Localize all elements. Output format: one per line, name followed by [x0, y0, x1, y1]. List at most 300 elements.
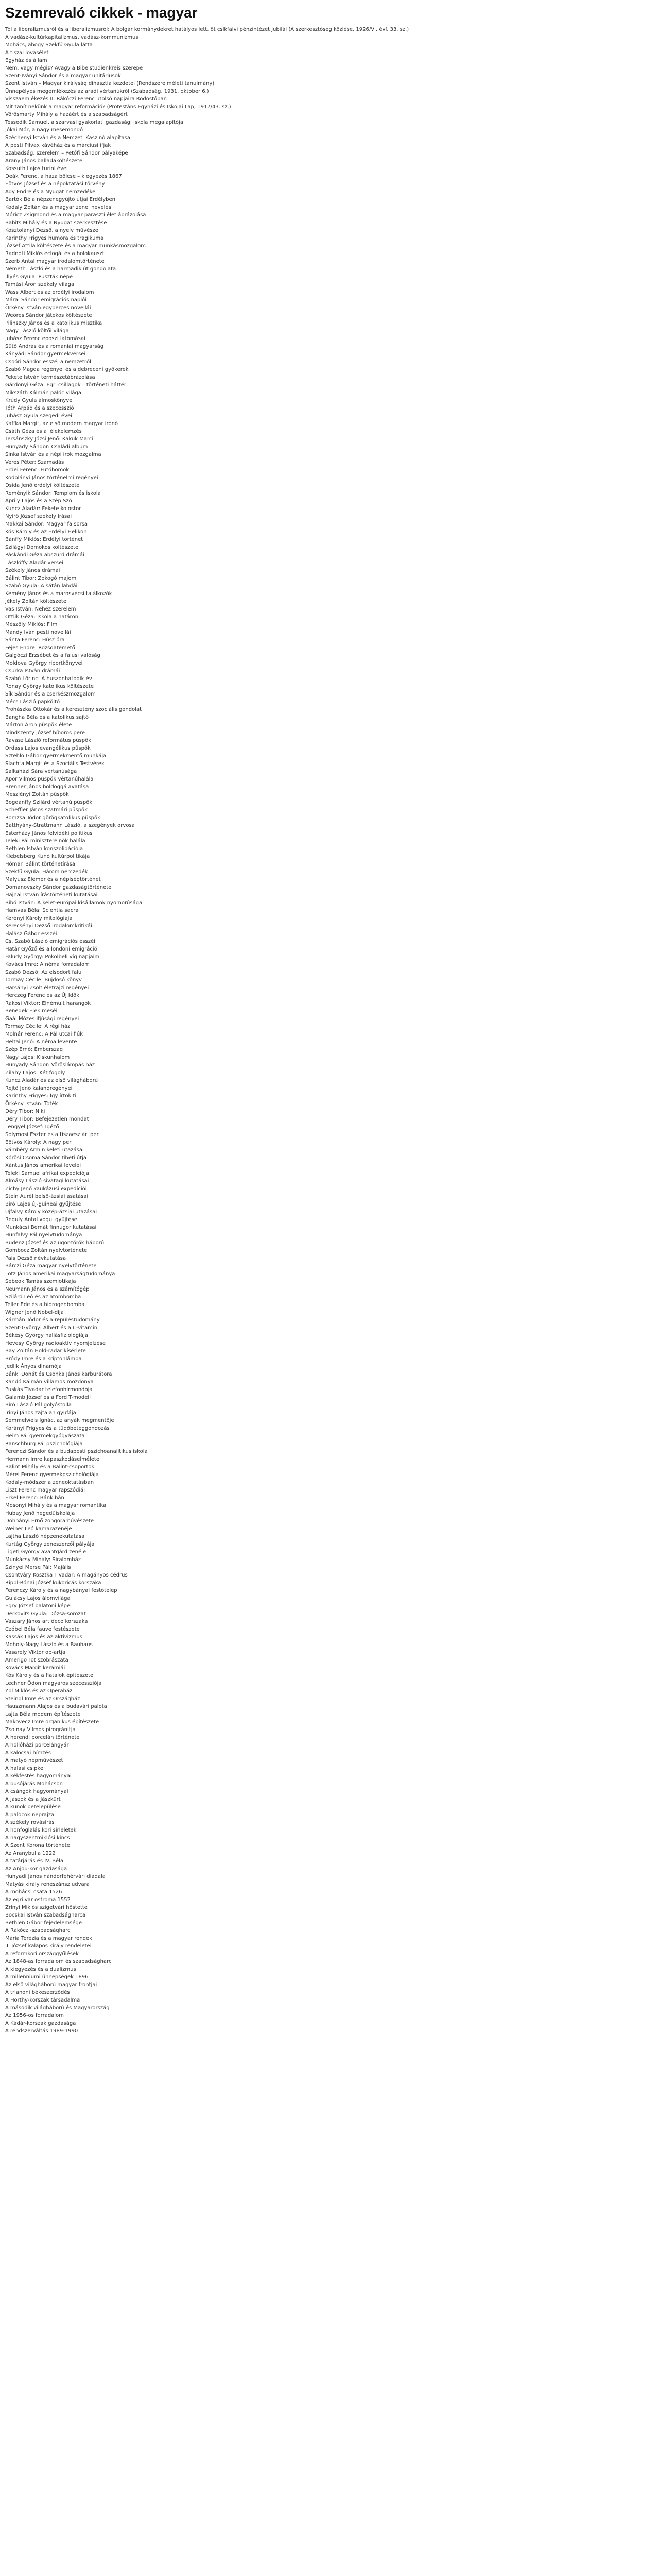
article-link[interactable]: Kovács Imre: A néma forradalom	[5, 962, 90, 968]
article-link[interactable]: Teller Ede és a hidrogénbomba	[5, 1302, 85, 1308]
article-link[interactable]: Szabó Magda regényei és a debreceni gyökerek	[5, 367, 129, 372]
article-link[interactable]: Veres Péter: Számadás	[5, 460, 64, 465]
article-link[interactable]: Kandó Kálmán villamos mozdonya	[5, 1379, 94, 1385]
article-link[interactable]: A hollóházi porcelángyár	[5, 1742, 69, 1748]
article-link[interactable]: Ottlik Géza: Iskola a határon	[5, 614, 79, 620]
article-link[interactable]: Galamb József és a Ford T-modell	[5, 1395, 91, 1400]
article-link[interactable]: Reguly Antal vogul gyűjtése	[5, 1217, 77, 1223]
article-link[interactable]: Vasarely Viktor op-artja	[5, 1650, 66, 1655]
article-link[interactable]: A palócok néprajza	[5, 1812, 55, 1818]
article-link[interactable]: Kerecsényi Dezső irodalomkritikái	[5, 923, 92, 929]
article-link[interactable]: Pilinszky János és a katolikus misztika	[5, 320, 102, 326]
article-link[interactable]: Vas István: Nehéz szerelem	[5, 606, 76, 612]
article-link[interactable]: Székely János drámái	[5, 568, 60, 573]
article-link[interactable]: Prohászka Ottokár és a keresztény szociális gondolat	[5, 707, 142, 713]
article-link[interactable]: A matyó népművészet	[5, 1758, 63, 1764]
article-link[interactable]: József Attila költészete és a magyar munkásmozgalom	[5, 243, 146, 249]
article-link[interactable]: Benedek Elek meséi	[5, 1008, 58, 1014]
article-link[interactable]: A halasi csipke	[5, 1766, 43, 1771]
article-link[interactable]: Ordass Lajos evangélikus püspök	[5, 745, 91, 751]
list-item	[5, 590, 654, 598]
article-link[interactable]: Weöres Sándor játékos költészete	[5, 313, 92, 318]
article-link[interactable]: A tatárjárás és IV. Béla	[5, 1858, 64, 1864]
article-link[interactable]: Deák Ferenc, a haza bölcse – kiegyezés 1867	[5, 174, 122, 179]
article-link[interactable]: Mészöly Miklós: Film	[5, 622, 58, 628]
article-link[interactable]: Tóth Árpád és a szecesszió	[5, 405, 74, 411]
article-link[interactable]: Egry József balatoni képei	[5, 1603, 72, 1609]
list-item	[5, 1108, 654, 1115]
article-link[interactable]: Bay Zoltán Hold-radar kísérlete	[5, 1348, 86, 1354]
article-link[interactable]: A csángók hagyományai	[5, 1789, 68, 1794]
article-link[interactable]: Márai Sándor emigrációs naplói	[5, 297, 87, 303]
article-link[interactable]: Páskándi Géza abszurd drámái	[5, 552, 84, 558]
article-link[interactable]: Moholy-Nagy László és a Bauhaus	[5, 1642, 93, 1648]
article-link[interactable]: Lászlóffy Aladár versei	[5, 560, 63, 566]
article-link[interactable]: II. József kalapos király rendeletei	[5, 1943, 92, 1949]
article-link[interactable]: Ünnepélyes megemlékezés az aradi vértanúkról (Szabadság, 1931. október 6.)	[5, 89, 209, 94]
article-link[interactable]: Zichy Jenő kaukázusi expedíciói	[5, 1186, 87, 1192]
article-link[interactable]: Zrínyi Miklós szigetvári hőstette	[5, 1905, 88, 1910]
article-link[interactable]: Csáth Géza és a lélekelemzés	[5, 429, 82, 434]
article-link[interactable]: Galgóczi Erzsébet és a falusi valóság	[5, 653, 100, 658]
article-link[interactable]: Stein Aurél belső-ázsiai ásatásai	[5, 1194, 89, 1199]
article-link[interactable]: Szent István – Magyar királyság dinasztia kezdetei (Rendszerelméleti tanulmány)	[5, 81, 215, 87]
article-link[interactable]: Ravasz László református püspök	[5, 738, 92, 743]
article-link[interactable]: Wigner Jenő Nobel-díja	[5, 1310, 64, 1315]
list-item	[5, 265, 654, 273]
article-link[interactable]: Az Aranybulla 1222	[5, 1851, 56, 1856]
article-link[interactable]: Sztehlo Gábor gyermekmentő munkája	[5, 753, 107, 759]
article-link[interactable]: Jókai Mór, a nagy mesemondó	[5, 127, 83, 133]
article-link[interactable]: Csontváry Kosztka Tivadar: A magányos cédrus	[5, 1572, 128, 1578]
article-link[interactable]: Salkaházi Sára vértanúsága	[5, 769, 77, 774]
article-link[interactable]: Mosonyi Mihály és a magyar romantika	[5, 1503, 107, 1509]
article-link[interactable]: Kodály Zoltán és a magyar zenei nevelés	[5, 205, 111, 210]
article-link[interactable]: Steindl Imre és az Országház	[5, 1696, 80, 1702]
article-link[interactable]: Bogdánffy Szilárd vértanú püspök	[5, 800, 93, 805]
article-link[interactable]: Kassák Lajos és az aktivizmus	[5, 1634, 82, 1640]
article-link[interactable]: Makkai Sándor: Magyar fa sorsa	[5, 521, 88, 527]
article-link[interactable]: A Szent Korona története	[5, 1843, 70, 1849]
article-link[interactable]: Domanovszky Sándor gazdaságtörténete	[5, 885, 112, 890]
article-link[interactable]: Hamvas Béla: Scientia sacra	[5, 908, 79, 913]
article-link[interactable]: Az 1848-as forradalom és szabadságharc	[5, 1959, 112, 1964]
article-link[interactable]: Mit tanít nekünk a magyar reformáció? (Protestáns Egyházi és Iskolai Lap, 1917/43. sz.)	[5, 104, 231, 110]
article-link[interactable]: Mikszáth Kálmán palóc világa	[5, 390, 82, 396]
article-link[interactable]: Mándy Iván pesti novellái	[5, 630, 71, 635]
article-link[interactable]: Ferenczy Károly és a nagybányai festőtelep	[5, 1588, 117, 1594]
article-link[interactable]: Tormay Cécile: A régi ház	[5, 1024, 71, 1029]
article-link[interactable]: Kodály-módszer a zeneoktatásban	[5, 1480, 94, 1485]
article-link[interactable]: Romzsa Tódor görögkatolikus püspök	[5, 815, 100, 821]
article-link[interactable]: Puskás Tivadar telefonhírmondója	[5, 1387, 93, 1393]
article-link[interactable]: Ligeti György avantgárd zenéje	[5, 1549, 86, 1555]
article-link[interactable]: Szerb Antal magyar irodalomtörténete	[5, 259, 105, 264]
article-link[interactable]: Gombocz Zoltán nyelvtörténete	[5, 1248, 88, 1253]
article-link[interactable]: Áprily Lajos és a Szép Szó	[5, 498, 72, 504]
article-link[interactable]: A Horthy-korszak társadalma	[5, 1997, 80, 2003]
article-link[interactable]: Móricz Zsigmond és a magyar paraszti élet ábrázolása	[5, 212, 146, 218]
article-link[interactable]: Szent-Györgyi Albert és a C-vitamin	[5, 1325, 98, 1331]
article-link[interactable]: Apor Vilmos püspök vértanúhalála	[5, 776, 94, 782]
article-link[interactable]: Az első világháború magyar frontjai	[5, 1982, 97, 1988]
list-item	[5, 1788, 654, 1795]
article-link[interactable]: Weiner Leó kamarazenéje	[5, 1526, 72, 1532]
article-link[interactable]: Liszt Ferenc magyar rapszódiái	[5, 1487, 85, 1493]
article-link[interactable]: Lotz János amerikai magyarságtudománya	[5, 1271, 115, 1277]
article-link[interactable]: Kármán Tódor és a repüléstudomány	[5, 1317, 100, 1323]
article-link[interactable]: Pais Dezső névkutatása	[5, 1256, 66, 1261]
article-link[interactable]: Bródy Imre és a kriptonlámpa	[5, 1356, 82, 1362]
article-link[interactable]: A pesti Pilvax kávéház és a márciusi ifjak	[5, 143, 111, 148]
article-link[interactable]: Bálint Tibor: Zokogó majom	[5, 575, 77, 581]
article-link[interactable]: Esterházy János felvidéki politikus	[5, 831, 93, 836]
list-item	[5, 1741, 654, 1749]
article-link[interactable]: Déry Tibor: Niki	[5, 1109, 45, 1114]
article-link[interactable]: Mindszenty József bíboros pere	[5, 730, 85, 736]
article-link[interactable]: Kemény János és a marosvécsi találkozók	[5, 591, 112, 597]
article-link[interactable]: Zilahy Lajos: Két fogoly	[5, 1070, 65, 1076]
article-link[interactable]: Gaál Mózes ifjúsági regényei	[5, 1016, 79, 1022]
article-link[interactable]: Kuncz Aladár és az első világháború	[5, 1078, 98, 1083]
list-item	[5, 1734, 654, 1741]
article-link[interactable]: Halász Gábor esszéi	[5, 931, 57, 937]
article-link[interactable]: A Kádár-korszak gazdasága	[5, 2021, 76, 2026]
article-link[interactable]: Vaszary János art deco korszaka	[5, 1619, 88, 1624]
article-link[interactable]: A vadász-kultúrkapitalizmus, vadász-kommunizmus	[5, 35, 138, 40]
article-link[interactable]: Almásy László sivatagi kutatásai	[5, 1178, 89, 1184]
article-link[interactable]: Hermann Imre kapaszkodáselmélete	[5, 1456, 99, 1462]
list-item	[5, 1548, 654, 1556]
article-link[interactable]: Bíró László Pál golyóstolla	[5, 1402, 72, 1408]
article-link[interactable]: Eötvös Károly: A nagy per	[5, 1140, 72, 1145]
article-link[interactable]: Vámbéry Ármin keleti utazásai	[5, 1147, 84, 1153]
list-item	[5, 1038, 654, 1046]
article-link[interactable]: Klebelsberg Kunó kultúrpolitikája	[5, 854, 90, 859]
list-item	[5, 1579, 654, 1587]
article-link[interactable]: Hauszmann Alajos és a budavári palota	[5, 1704, 107, 1709]
list-item	[5, 791, 654, 799]
article-link[interactable]: Amerigo Tot szobrászata	[5, 1657, 68, 1663]
article-link[interactable]: Vörösmarty Mihály a hazáért és a szabadságért	[5, 112, 128, 117]
article-link[interactable]: Szabó Dezső: Az elsodort falu	[5, 970, 82, 975]
list-item	[5, 1370, 654, 1378]
list-item	[5, 451, 654, 459]
article-link[interactable]: Márton Áron püspök élete	[5, 722, 72, 728]
article-link[interactable]: Bethlen Gábor fejedelemsége	[5, 1920, 82, 1926]
article-link[interactable]: Gulácsy Lajos álomvilága	[5, 1596, 71, 1601]
article-link[interactable]: Heltai Jenő: A néma levente	[5, 1039, 77, 1045]
article-link[interactable]: Bartók Béla népzenegyűjtő útjai Erdélyben	[5, 197, 115, 202]
article-link[interactable]: A rendszerváltás 1989-1990	[5, 2028, 78, 2034]
article-link[interactable]: Sütő András és a romániai magyarság	[5, 344, 104, 349]
article-link[interactable]: Kós Károly és az Erdélyi Helikon	[5, 529, 87, 535]
article-link[interactable]: Hunyadi János nándorfehérvári diadala	[5, 1874, 106, 1879]
article-link[interactable]: Szent-Iványi Sándor és a magyar unitáriusok	[5, 73, 121, 79]
article-link[interactable]: Fejes Endre: Rozsdatemető	[5, 645, 75, 651]
article-link[interactable]: Tamási Áron székely világa	[5, 282, 75, 287]
article-link[interactable]: Ferenczi Sándor és a budapesti pszichoanalitikus iskola	[5, 1449, 148, 1454]
article-link[interactable]: Az Anjou-kor gazdasága	[5, 1866, 67, 1872]
article-link[interactable]: Szép Ernő: Emberszag	[5, 1047, 63, 1053]
article-link[interactable]: Az egri vár ostroma 1552	[5, 1897, 71, 1903]
article-link[interactable]: Nagy László költői világa	[5, 328, 69, 334]
article-link[interactable]: Hunfalvy Pál nyelvtudománya	[5, 1232, 82, 1238]
article-link[interactable]: Mária Terézia és a magyar rendek	[5, 1936, 92, 1941]
article-link[interactable]: Szilárd Leó és az atombomba	[5, 1294, 81, 1300]
article-link[interactable]: Örkény István: Tóték	[5, 1101, 58, 1107]
article-link[interactable]: Molnár Ferenc: A Pál utcai fiúk	[5, 1031, 83, 1037]
article-link[interactable]: Rejtő Jenő kalandregényei	[5, 1086, 73, 1091]
article-link[interactable]: Meszlényi Zoltán püspök	[5, 792, 69, 798]
article-link[interactable]: Mécs László papköltő	[5, 699, 60, 705]
article-link[interactable]: Szabadság, szerelem – Petőfi Sándor pályaképe	[5, 150, 128, 156]
article-link[interactable]: Határ Győző és a londoni emigráció	[5, 946, 97, 952]
article-link[interactable]: Zsolnay Vilmos pirogránitja	[5, 1727, 76, 1733]
article-link[interactable]: Ady Endre és a Nyugat nemzedéke	[5, 189, 96, 195]
article-link[interactable]: Gárdonyi Géza: Egri csillagok – történeti háttér	[5, 382, 126, 388]
list-item	[5, 1973, 654, 1981]
article-link[interactable]: Rippl-Rónai József kukoricás korszaka	[5, 1580, 101, 1586]
article-link[interactable]: Bangha Béla és a katolikus sajtó	[5, 715, 89, 720]
article-link[interactable]: Cs. Szabó László emigrációs esszéi	[5, 939, 95, 944]
list-item	[5, 1023, 654, 1030]
article-link[interactable]: Szekfű Gyula: Három nemzedék	[5, 869, 88, 875]
article-link[interactable]: A reformkori országgyűlések	[5, 1951, 79, 1957]
article-link[interactable]: Kányádi Sándor gyermekversei	[5, 351, 86, 357]
article-link[interactable]: Babits Mihály és a Nyugat szerkesztése	[5, 220, 107, 226]
article-link[interactable]: Kőrösi Csoma Sándor tibeti útja	[5, 1155, 87, 1161]
article-link[interactable]: Széchenyi István és a Nemzeti Kaszinó alapítása	[5, 135, 131, 141]
article-link[interactable]: A nagyszentmiklósi kincs	[5, 1835, 70, 1841]
list-item	[5, 783, 654, 791]
list-item	[5, 930, 654, 938]
article-link[interactable]: Herczeg Ferenc és az Új Idők	[5, 993, 79, 998]
article-link[interactable]: Budenz József és az ugor-török háború	[5, 1240, 105, 1246]
article-link[interactable]: Bíró Lajos új-guineai gyűjtése	[5, 1201, 81, 1207]
article-link[interactable]: Tessedik Sámuel, a szarvasi gyakorlati gazdasági iskola megalapítója	[5, 120, 183, 125]
article-link[interactable]: Sánta Ferenc: Húsz óra	[5, 637, 65, 643]
list-item	[5, 860, 654, 868]
article-link[interactable]: Nem, vagy mégis? Avagy a Bibelstudienkreis szerepe	[5, 65, 143, 71]
list-item	[5, 992, 654, 999]
list-item	[5, 258, 654, 265]
article-link[interactable]: A mohácsi csata 1526	[5, 1889, 62, 1895]
article-link[interactable]: Lajtha László népzenekutatása	[5, 1534, 85, 1539]
article-link[interactable]: A busójárás Mohácson	[5, 1781, 63, 1787]
list-item	[5, 103, 654, 111]
article-link[interactable]: Kós Károly és a fiatalok építészete	[5, 1673, 94, 1679]
article-link[interactable]: Nagy Lajos: Kiskunhalom	[5, 1055, 70, 1060]
list-item	[5, 1216, 654, 1224]
article-link[interactable]: Eötvös József és a népoktatási törvény	[5, 181, 105, 187]
article-link[interactable]: Kerényi Károly mitológiája	[5, 916, 73, 921]
list-item	[5, 675, 654, 683]
article-link[interactable]: Karinthy Frigyes humora és tragikuma	[5, 235, 104, 241]
article-link[interactable]: A kékfestés hagyományai	[5, 1773, 72, 1779]
article-link[interactable]: Tormay Cécile: Bujdosó könyv	[5, 977, 82, 983]
list-item	[5, 335, 654, 343]
article-link[interactable]: Munkácsi Bernát finnugor kutatásai	[5, 1225, 97, 1230]
article-link[interactable]: A tiszai lovasélet	[5, 50, 49, 56]
article-link[interactable]: Visszaemlékezés II. Rákóczi Ferenc utolsó napjaira Rodostóban	[5, 96, 167, 102]
article-link[interactable]: A Rákóczi-szabadságharc	[5, 1928, 71, 1934]
list-item	[5, 1610, 654, 1618]
list-item	[5, 1803, 654, 1811]
list-item	[5, 1162, 654, 1170]
article-link[interactable]: Hevesy György radioaktív nyomjelzése	[5, 1341, 106, 1346]
article-link[interactable]: Slachta Margit és a Szociális Testvérek	[5, 761, 105, 767]
article-link[interactable]: Bánffy Miklós: Erdélyi történet	[5, 537, 83, 543]
article-link[interactable]: Harsányi Zsolt életrajzi regényei	[5, 985, 89, 991]
article-link[interactable]: A trianoni békeszerződés	[5, 1990, 70, 1995]
article-link[interactable]: Korányi Frigyes és a tüdőbeteggondozás	[5, 1426, 110, 1431]
article-link[interactable]: Csoóri Sándor esszéi a nemzetről	[5, 359, 91, 365]
article-link[interactable]: Semmelweis Ignác, az anyák megmentője	[5, 1418, 114, 1423]
article-link[interactable]: Hajnal István írástörténeti kutatásai	[5, 892, 98, 898]
article-link[interactable]: Faludy György: Pokolbeli víg napjaim	[5, 954, 100, 960]
article-link[interactable]: Tersánszky Józsi Jenő: Kakuk Marci	[5, 436, 94, 442]
article-link[interactable]: Ranschburg Pál pszichológiája	[5, 1441, 83, 1447]
article-link[interactable]: Dsida Jenő erdélyi költészete	[5, 483, 80, 488]
article-link[interactable]: Hunyady Sándor: Családi album	[5, 444, 88, 450]
article-link[interactable]: A jászok és a Jászkürt	[5, 1797, 61, 1802]
article-link[interactable]: Irinyi János zajtalan gyufája	[5, 1410, 76, 1416]
article-link[interactable]: Örkény István egyperces novellái	[5, 305, 91, 311]
article-link[interactable]: Juhász Ferenc eposzi látomásai	[5, 336, 85, 342]
article-link[interactable]: Lechner Ödön magyaros szecessziója	[5, 1681, 102, 1686]
article-link[interactable]: A honfoglalás kori sírleletek	[5, 1827, 77, 1833]
article-link[interactable]: Batthyány-Strattmann László, a szegények orvosa	[5, 823, 135, 828]
article-link[interactable]: Mohács, ahogy Szekfű Gyula látta	[5, 42, 93, 48]
article-link[interactable]: Brenner János boldoggá avatása	[5, 784, 89, 790]
article-link[interactable]: Jékely Zoltán költészete	[5, 599, 66, 604]
article-link[interactable]: Neumann János és a számítógép	[5, 1286, 90, 1292]
article-link[interactable]: Illyés Gyula: Puszták népe	[5, 274, 73, 280]
list-item	[5, 281, 654, 289]
article-link[interactable]: Makovecz Imre organikus építészete	[5, 1719, 99, 1725]
article-link[interactable]: Csurka István drámái	[5, 668, 60, 674]
article-link[interactable]: Moldova György riportkönyvei	[5, 660, 83, 666]
article-link[interactable]: Czóbel Béla fauve festészete	[5, 1626, 80, 1632]
article-link[interactable]: Krúdy Gyula álmoskönyve	[5, 398, 73, 403]
list-item	[5, 961, 654, 969]
article-link[interactable]: Sík Sándor és a cserkészmozgalom	[5, 691, 96, 697]
article-link[interactable]: Szabó Lőrinc: A huszonhatodik év	[5, 676, 92, 682]
article-link[interactable]: Erkel Ferenc: Bánk bán	[5, 1495, 64, 1501]
article-link[interactable]: Hunyady Sándor: Vöröslámpás ház	[5, 1062, 95, 1068]
article-link[interactable]: Hubay Jenő hegedűiskolája	[5, 1511, 75, 1516]
article-link[interactable]: A kiegyezés és a dualizmus	[5, 1967, 76, 1972]
article-link[interactable]: Wass Albert és az erdélyi irodalom	[5, 290, 94, 295]
list-item	[5, 1030, 654, 1038]
article-link[interactable]: A herendi porcelán története	[5, 1735, 80, 1740]
article-link[interactable]: Hóman Bálint történetírása	[5, 861, 75, 867]
article-link[interactable]: Teleki Pál miniszterelnök halála	[5, 838, 85, 844]
article-link[interactable]: Rónay György katolikus költészete	[5, 684, 94, 689]
article-link[interactable]: Kuncz Aladár: Fekete kolostor	[5, 506, 81, 512]
article-link[interactable]: Karinthy Frigyes: Így írtok ti	[5, 1093, 77, 1099]
article-link[interactable]: Radnóti Miklós eclogái és a holokauszt	[5, 251, 105, 257]
article-link[interactable]: Déry Tibor: Befejezetlen mondat	[5, 1116, 89, 1122]
article-link[interactable]: Rákosi Viktor: Elnémult harangok	[5, 1001, 91, 1006]
article-link[interactable]: Ujfalvy Károly közép-ázsiai utazásai	[5, 1209, 97, 1215]
article-link[interactable]: Kossuth Lajos turini évei	[5, 166, 68, 172]
article-link[interactable]: Bethlen István konszolidációja	[5, 846, 83, 852]
article-link[interactable]: Heim Pál gyermekgyógyászata	[5, 1433, 85, 1439]
article-link[interactable]: Erdei Ferenc: Futóhomok	[5, 467, 70, 473]
article-link[interactable]: Munkácsy Mihály: Siralomház	[5, 1557, 81, 1563]
list-item	[5, 482, 654, 489]
article-link[interactable]: Békésy György hallásfiziológiája	[5, 1333, 88, 1338]
article-link[interactable]: Ybl Miklós és az Operaház	[5, 1688, 73, 1694]
article-link[interactable]: Scheffler János szatmári püspök	[5, 807, 88, 813]
article-link[interactable]: Sebeok Tamás szemiotikája	[5, 1279, 76, 1284]
article-link[interactable]: A millenniumi ünnepségek 1896	[5, 1974, 89, 1980]
article-link[interactable]: A kunok betelepülése	[5, 1804, 61, 1810]
article-link[interactable]: Mályusz Elemér és a népiségtörténet	[5, 877, 101, 883]
list-item	[5, 1239, 654, 1247]
article-link[interactable]: Mátyás király reneszánsz udvara	[5, 1882, 90, 1887]
list-item	[5, 142, 654, 149]
article-link[interactable]: Szinyei Merse Pál: Majális	[5, 1565, 71, 1570]
article-link[interactable]: Szabó Gyula: A sátán labdái	[5, 583, 78, 589]
article-link[interactable]: Teleki Sámuel afrikai expedíciója	[5, 1171, 89, 1176]
article-link[interactable]: Bibó István: A kelet-európai kisállamok nyomorúsága	[5, 900, 143, 906]
article-link[interactable]: Fekete István természetábrázolása	[5, 375, 95, 380]
article-link[interactable]: Egyház és állam	[5, 58, 47, 63]
article-link[interactable]: Kovács Margit kerámiái	[5, 1665, 65, 1671]
article-link[interactable]: Balint Mihály és a Balint-csoportok	[5, 1464, 95, 1470]
article-link[interactable]: Bárczi Géza magyar nyelvtörténete	[5, 1263, 97, 1269]
article-link[interactable]: Bánki Donát és Csonka János karburátora	[5, 1371, 112, 1377]
article-link[interactable]: Sinka István és a népi írók mozgalma	[5, 452, 101, 457]
article-link[interactable]: A székely rovásírás	[5, 1820, 55, 1825]
list-item	[5, 211, 654, 219]
list-item	[5, 1170, 654, 1177]
article-link[interactable]: Mérei Ferenc gyermekpszichológiája	[5, 1472, 99, 1478]
article-link[interactable]: Tól a liberalizmusról és a liberalizmusról; A bolgár kormánydekret hatályos lett, öt csíkfalvi pénzintézet jubilál (A szerkesztőség közlése, 1926/VI. évf. 33. sz.)	[5, 27, 409, 32]
article-link[interactable]: Xántus János amerikai levelei	[5, 1163, 81, 1168]
article-link[interactable]: A kalocsai hímzés	[5, 1750, 51, 1756]
article-link[interactable]: Nyírő József székely írásai	[5, 514, 72, 519]
article-link[interactable]: Az 1956-os forradalom	[5, 2013, 64, 2019]
article-link[interactable]: A második világháború és Magyarország	[5, 2005, 110, 2011]
article-link[interactable]: Bocskai István szabadságharca	[5, 1912, 86, 1918]
list-item	[5, 312, 654, 319]
article-link[interactable]: Kodolányi János történelmi regényei	[5, 475, 98, 481]
list-item	[5, 1896, 654, 1904]
article-link[interactable]: Kurtág György zeneszerzői pályája	[5, 1541, 95, 1547]
article-link[interactable]: Jedlik Ányos dinamója	[5, 1364, 62, 1369]
list-item	[5, 95, 654, 103]
article-link[interactable]: Lajta Béla modern építészete	[5, 1711, 81, 1717]
article-link[interactable]: Juhász Gyula szegedi évei	[5, 413, 72, 419]
list-item	[5, 1996, 654, 2004]
list-item	[5, 1564, 654, 1571]
article-link[interactable]: Solymosi Eszter és a tiszaeszlári per	[5, 1132, 99, 1138]
article-link[interactable]: Kosztolányi Dezső, a nyelv művésze	[5, 228, 98, 233]
article-link[interactable]: Derkovits Gyula: Dózsa-sorozat	[5, 1611, 86, 1617]
article-link[interactable]: Dohnányi Ernő zongoraművészete	[5, 1518, 94, 1524]
article-link[interactable]: Lengyel József: Igéző	[5, 1124, 59, 1130]
article-link[interactable]: Arany János balladaköltészete	[5, 158, 83, 164]
article-link[interactable]: Szilágyi Domokos költészete	[5, 545, 79, 550]
article-link[interactable]: Németh László és a harmadik út gondolata	[5, 266, 116, 272]
article-link[interactable]: Kaffka Margit, az első modern magyar írónő	[5, 421, 118, 427]
article-link[interactable]: Reményik Sándor: Templom és iskola	[5, 490, 101, 496]
list-item	[5, 698, 654, 706]
